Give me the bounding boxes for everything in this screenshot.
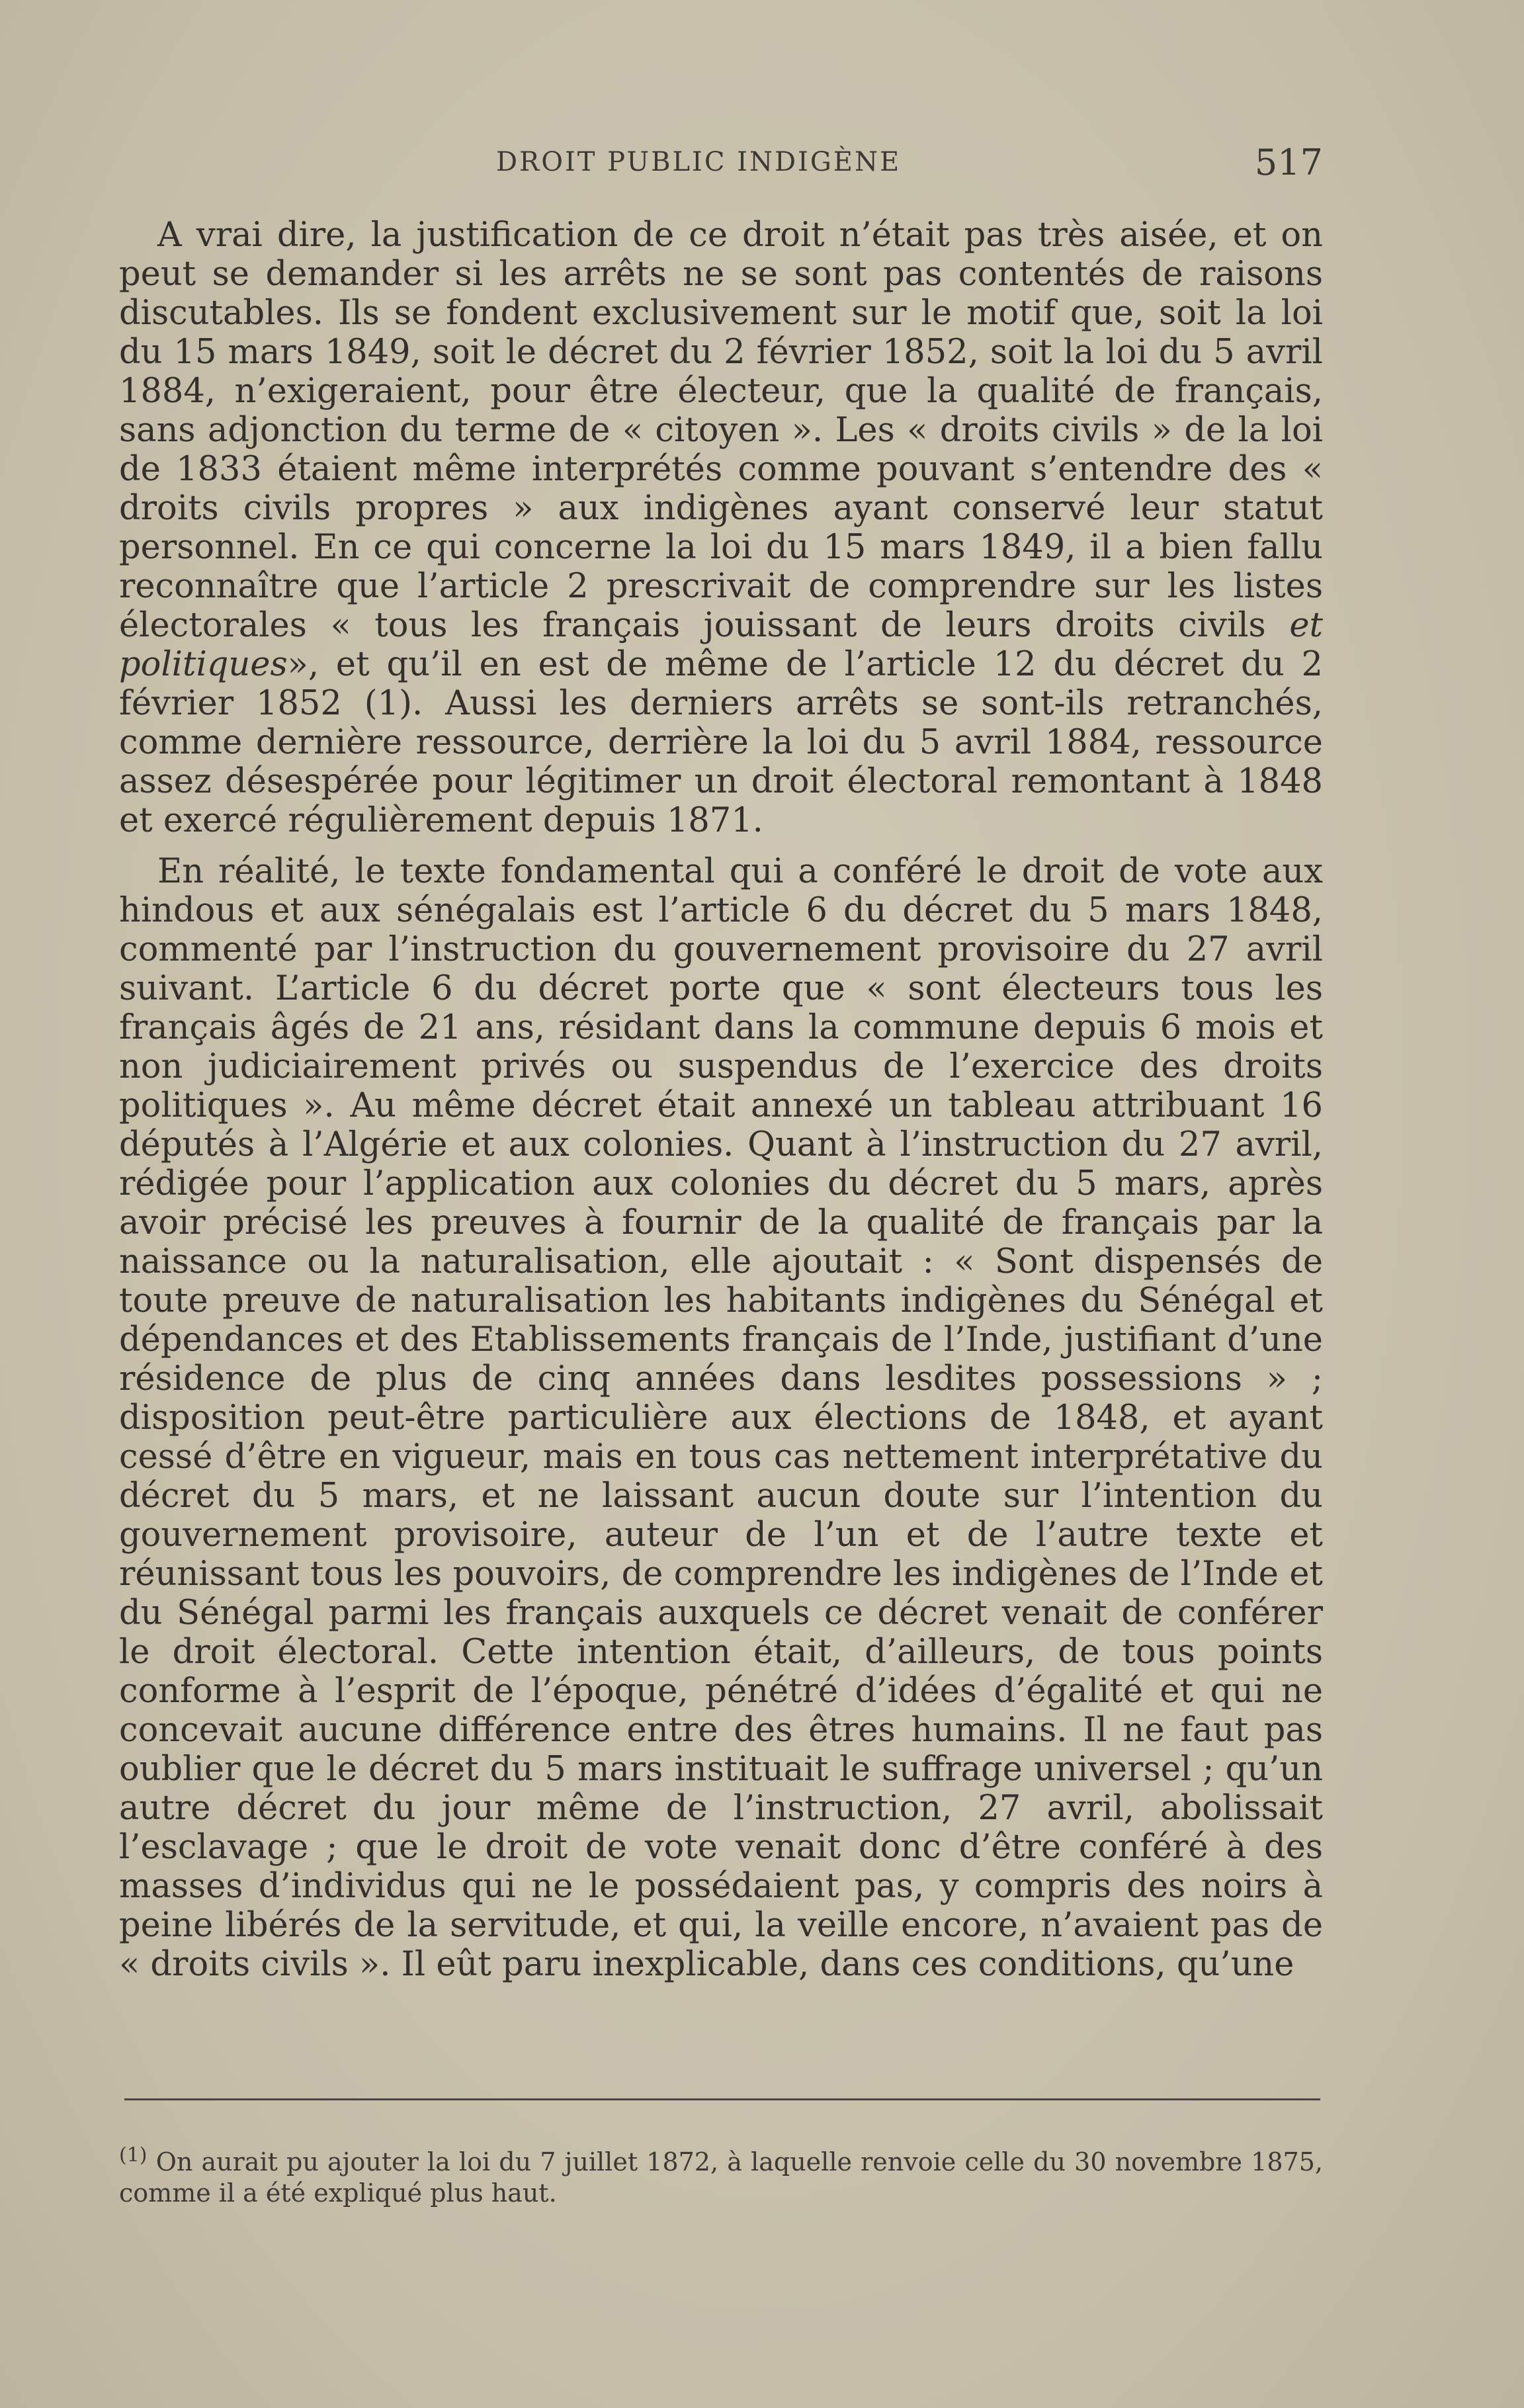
paragraph bbox=[119, 216, 1323, 840]
running-head: DROIT PUBLIC INDIGÈNE bbox=[496, 147, 902, 177]
paragraph-text: », et qu’il en est de même de l’article 12 du décret du 2 février 1852 (1). Aussi les derniers arrêts se sont-ils retranchés, comme dernière ressource, derrière la loi du 5 avril 1884, ressource assez désespérée pour légitimer un droit électoral remontant à 1848 et exercé régulièrement depuis 1871. bbox=[119, 645, 1323, 840]
footnote-mark: (1) bbox=[119, 2143, 148, 2167]
paragraph-text: A vrai dire, la justification de ce droit n’était pas très aisée, et on peut se demander si les arrêts ne se sont pas contentés de raisons discutables. Ils se fondent exclusivement sur le motif que, soit la loi du 15 mars 1849, soit le décret du 2 février 1852, soit la loi du 5 avril 1884, n’exigeraient, pour être électeur, que la qualité de français, sans adjonction du terme de « citoyen ». Les « droits civils » de la loi de 1833 étaient même interprétés comme pouvant s’entendre des « droits civils propres » aux indigènes ayant conservé leur statut personnel. En ce qui concerne la loi du 15 mars 1849, il a bien fallu reconnaître que l’article 2 prescrivait de comprendre sur les listes électorales « tous les français jouissant de leurs droits civils bbox=[119, 216, 1323, 645]
page-number: 517 bbox=[1254, 142, 1323, 183]
paragraph: En réalité, le texte fondamental qui a conféré le droit de vote aux hindous et aux sénégalais est l’article 6 du décret du 5 mars 1848, commenté par l’instruction du gouvernement provisoire du 27 avril suivant. L’article 6 du décret porte que « sont électeurs tous les français âgés de 21 ans, résidant dans la commune depuis 6 mois et non judiciairement privés ou suspendus de l’exercice des droits politiques ». Au même décret était annexé un tableau attribuant 16 députés à l’Algérie et aux colonies. Quant à l’instruction du 27 avril, rédigée pour l’application aux colonies du décret du 5 mars, après avoir précisé les preuves à fournir de la qualité de français par la naissance ou la naturalisation, elle ajoutait : « Sont dispensés de toute preuve de naturalisation les habitants indigènes du Sénégal et dépendances et des Etablissements français de l’Inde, justifiant d’une résidence de plus de cinq années dans lesdites possessions » ; disposition peut-être particulière aux élections de 1848, et ayant cessé d’être en vigueur, mais en tous cas nettement interprétative du décret du 5 mars, et ne laissant aucun doute sur l’intention du gouvernement provisoire, auteur de l’un et de l’autre texte et réunissant tous les pouvoirs, de comprendre les indigènes de l’Inde et du Sénégal parmi les français auxquels ce décret venait de conférer le droit électoral. Cette intention était, d’ailleurs, de tous points conforme à l’esprit de l’époque, pénétré d’idées d’égalité et qui ne concevait aucune différence entre des êtres humains. Il ne faut pas oublier que le décret du 5 mars instituait le suffrage universel ; qu’un autre décret du jour même de l’instruction, 27 avril, abolissait l’esclavage ; que le droit de vote venait donc d’être conféré à des masses d’individus qui ne le possédaient pas, y compris des noirs à peine libérés de la servitude, et qui, la veille encore, n’avaient pas de « droits civils ». Il eût paru inexplicable, dans ces conditions, qu’une bbox=[119, 852, 1323, 1984]
footnote bbox=[119, 2143, 1323, 2209]
footnote-text: On aurait pu ajouter la loi du 7 juillet 1872, à laquelle renvoie celle du 30 novembre 1875, comme il a été expliqué plus haut. bbox=[119, 2147, 1323, 2208]
body-text bbox=[119, 216, 1323, 1984]
emphasis-text: et politiques bbox=[119, 606, 1323, 684]
page-header bbox=[119, 142, 1323, 187]
footnote-separator bbox=[124, 2098, 1320, 2100]
